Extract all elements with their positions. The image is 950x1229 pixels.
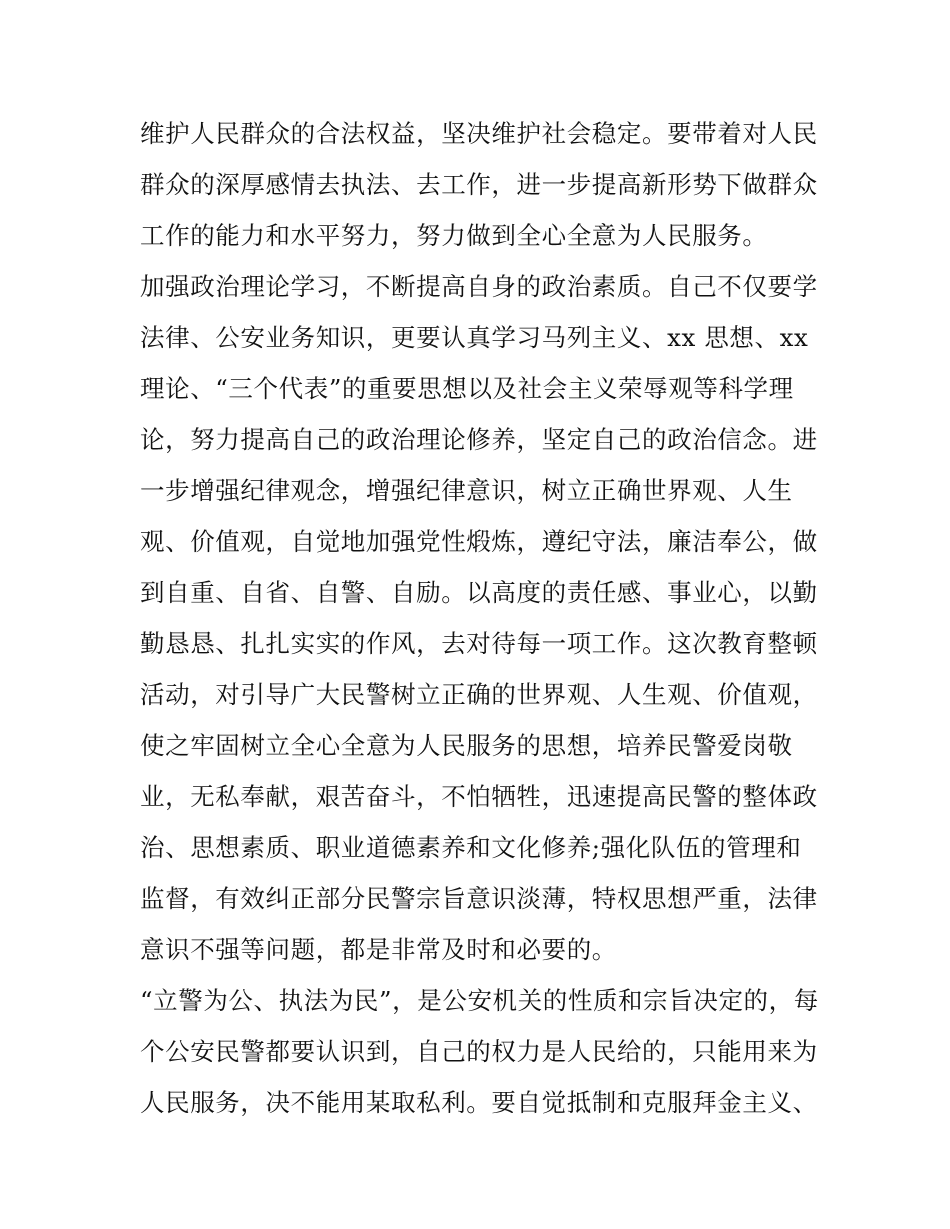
text-line: 意识不强等问题，都是非常及时和必要的。: [140, 935, 617, 964]
text-line: 治、思想素质、职业道德素养和文化修养;强化队伍的管理和: [140, 833, 802, 862]
body-text: [140, 108, 820, 1128]
text-line: 个公安民警都要认识到，自己的权力是人民给的，只能用来为: [140, 1037, 818, 1066]
paragraph-3: [140, 975, 820, 1128]
text-line: 一步增强纪律观念，增强纪律意识，树立正确世界观、人生: [140, 476, 793, 505]
text-line: 业，无私奉献，艰苦奋斗，不怕牺牲，迅速提高民警的整体政: [140, 782, 818, 811]
text-line: “立警为公、执法为民”，是公安机关的性质和宗旨决定的，每: [140, 986, 819, 1015]
text-line: 活动，对引导广大民警树立正确的世界观、人生观、价值观，: [140, 680, 818, 709]
text-line: 观、价值观，自觉地加强党性煅炼，遵纪守法，廉洁奉公，做: [140, 527, 818, 556]
text-line: 勤恳恳、扎扎实实的作风，去对待每一项工作。这次教育整顿: [140, 629, 818, 658]
text-line: 理论、“三个代表”的重要思想以及社会主义荣辱观等科学理: [140, 374, 794, 403]
text-line: 法律、公安业务知识，更要认真学习马列主义、xx 思想、xx: [140, 323, 809, 352]
paragraph-1: [140, 108, 820, 261]
text-line: 使之牢固树立全心全意为人民服务的思想，培养民警爱岗敬: [140, 731, 793, 760]
text-line: 加强政治理论学习，不断提高自身的政治素质。自己不仅要学: [140, 272, 818, 301]
text-line: 到自重、自省、自警、自励。以高度的责任感、事业心，以勤: [140, 578, 818, 607]
paragraph-2: [140, 261, 820, 975]
text-line: 监督，有效纠正部分民警宗旨意识淡薄，特权思想严重，法律: [140, 884, 818, 913]
text-line: 维护人民群众的合法权益，坚决维护社会稳定。要带着对人民: [140, 119, 818, 148]
text-line: 工作的能力和水平努力，努力做到全心全意为人民服务。: [140, 221, 768, 250]
text-line: 群众的深厚感情去执法、去工作，进一步提高新形势下做群众: [140, 170, 818, 199]
text-line: 论，努力提高自己的政治理论修养，坚定自己的政治信念。进: [140, 425, 818, 454]
text-line: 人民服务，决不能用某取私利。要自觉抵制和克服拜金主义、: [140, 1088, 818, 1117]
